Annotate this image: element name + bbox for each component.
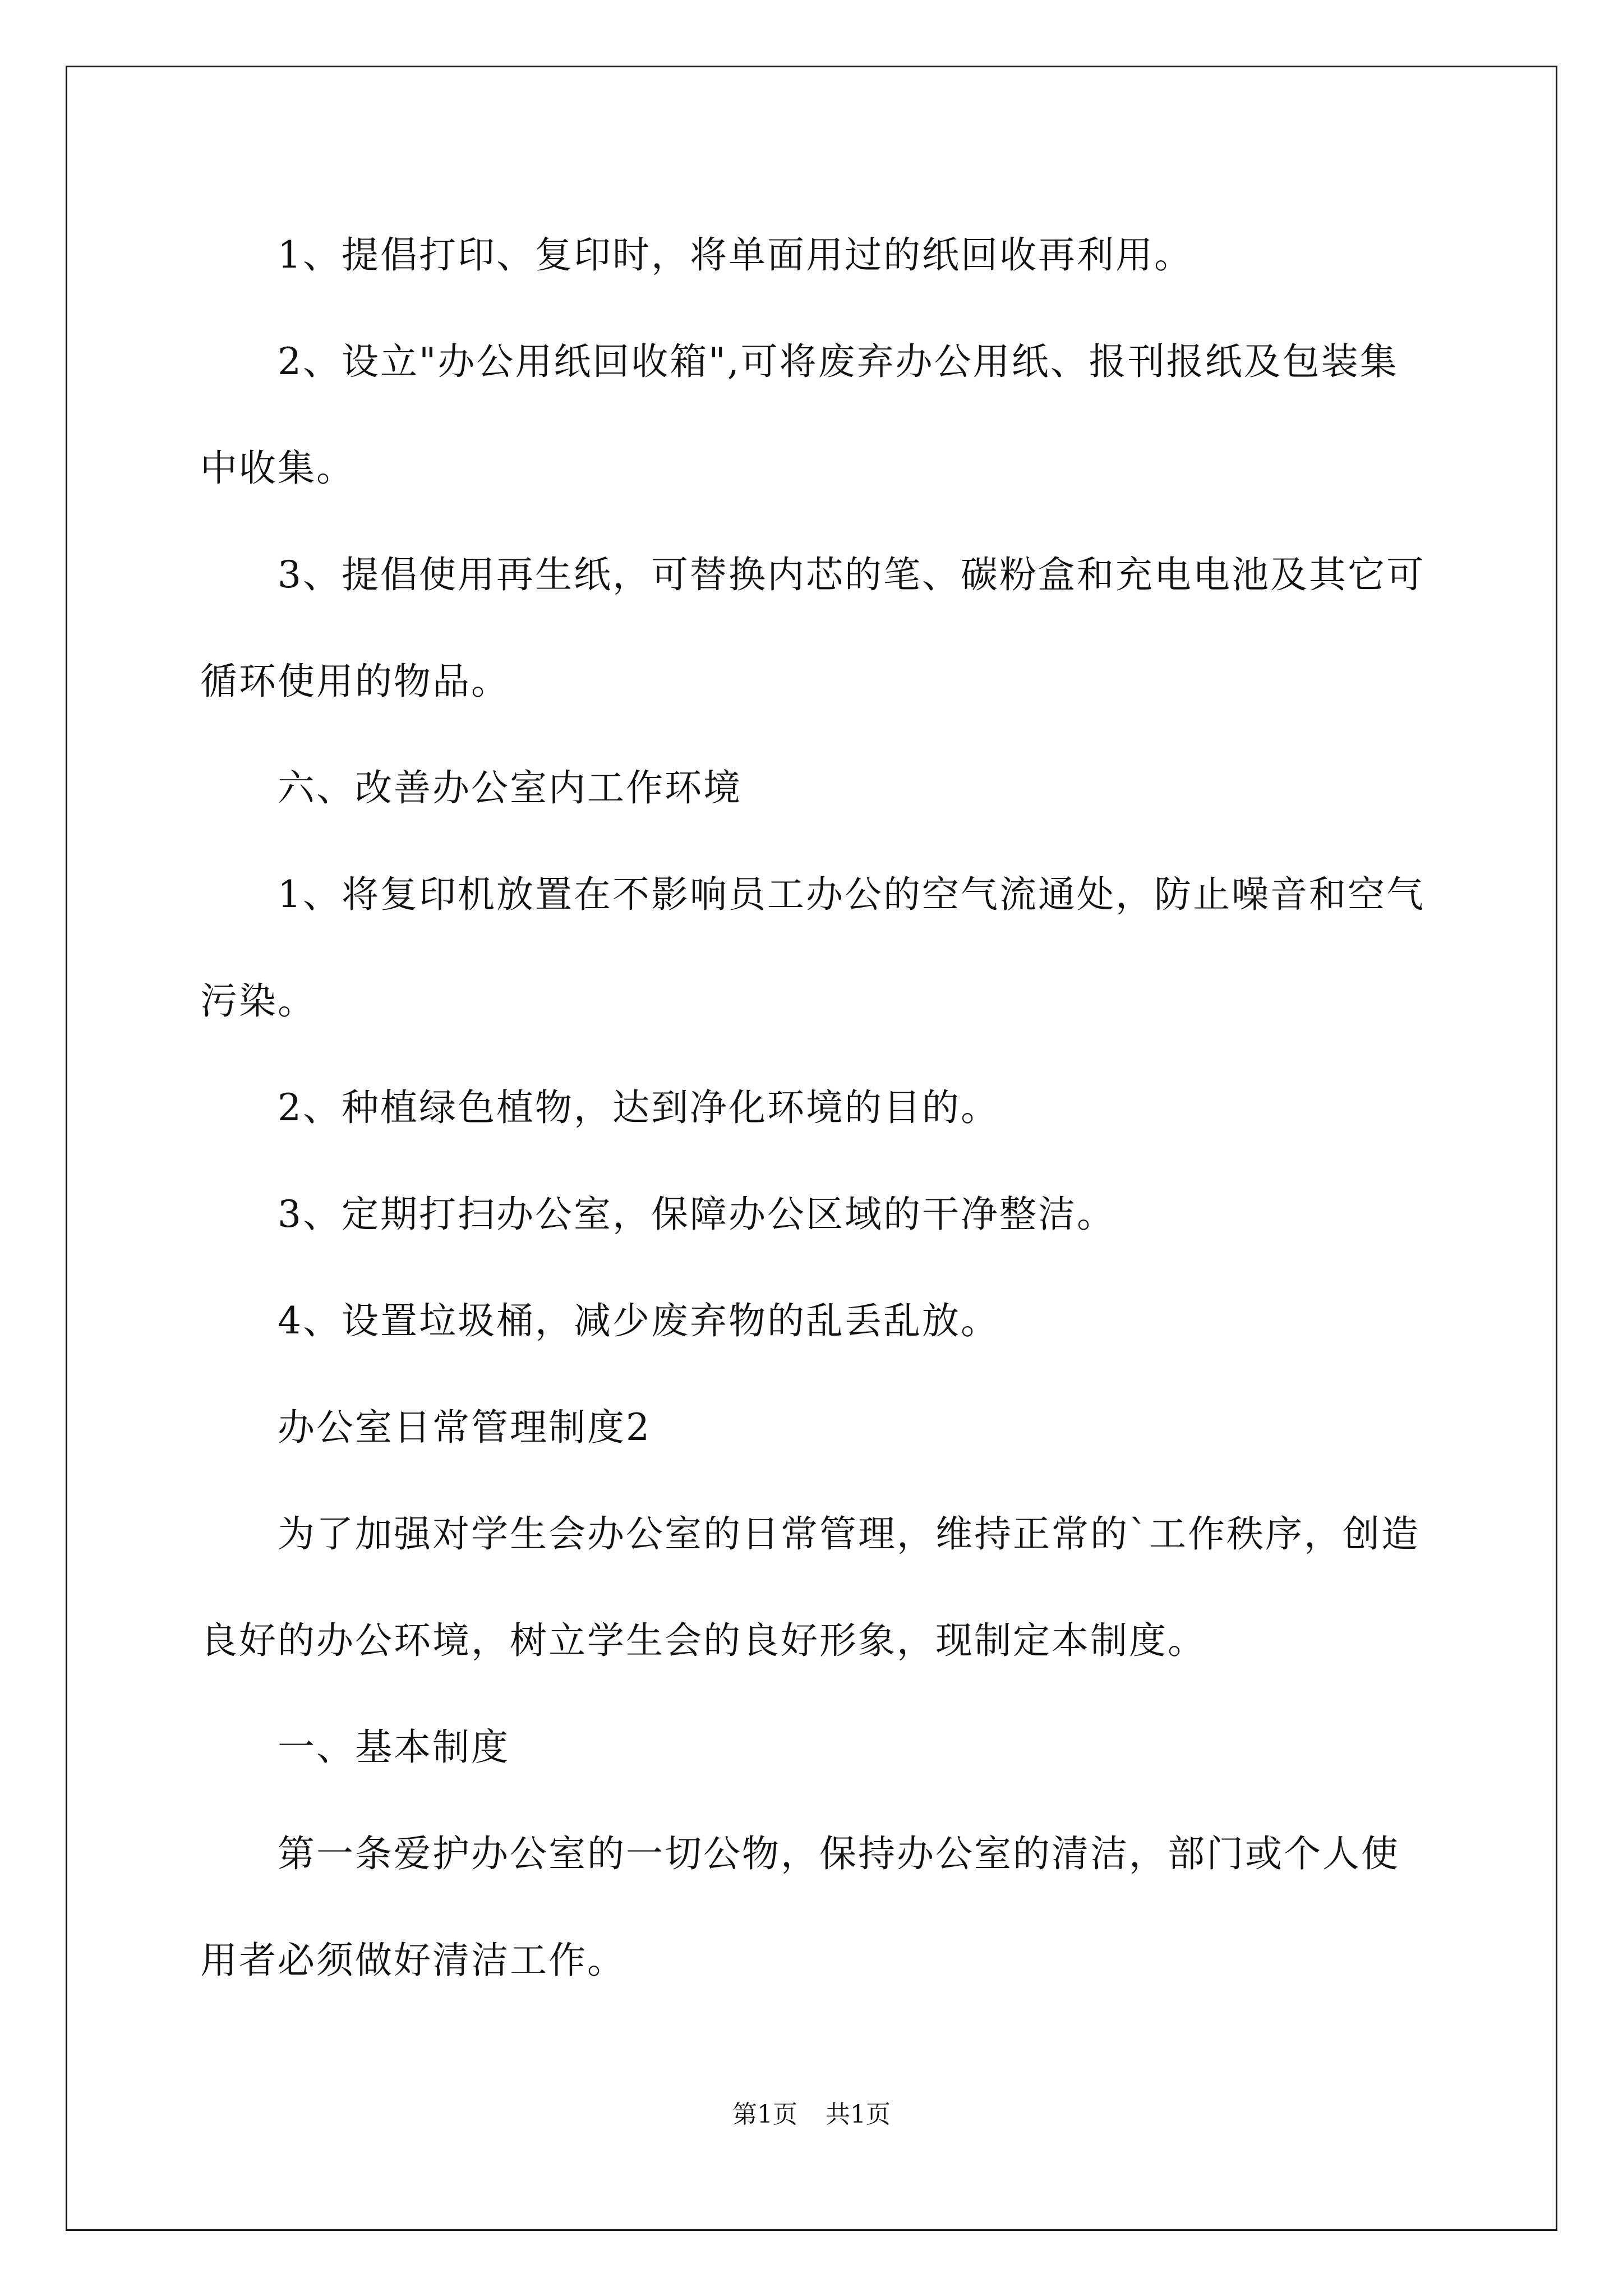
paragraph: 2、种植绿色植物，达到净化环境的目的。 bbox=[278, 1086, 999, 1129]
section-heading: 一、基本制度 bbox=[278, 1726, 510, 1769]
page-number-total: 共1页 bbox=[826, 2100, 891, 2129]
paragraph: 3、定期打扫办公室，保障办公区域的干净整洁。 bbox=[278, 1193, 1115, 1236]
document-body bbox=[200, 202, 1428, 2014]
paragraph: 2、设立"办公用纸回收箱",可将废弃办公用纸、报刊报纸及包装集中收集。 bbox=[200, 340, 1399, 490]
paragraph: 3、提倡使用再生纸，可替换内芯的笔、碳粉盒和充电电池及其它可循环使用的物品。 bbox=[200, 553, 1425, 703]
document-subtitle: 办公室日常管理制度2 bbox=[278, 1406, 651, 1449]
page-number-current: 第1页 bbox=[732, 2100, 797, 2129]
paragraph: 1、提倡打印、复印时，将单面用过的纸回收再利用。 bbox=[278, 233, 1193, 277]
paragraph: 4、设置垃圾桶，减少废弃物的乱丢乱放。 bbox=[278, 1299, 999, 1342]
paragraph: 第一条爱护办公室的一切公物，保持办公室的清洁，部门或个人使用者必须做好清洁工作。 bbox=[200, 1832, 1400, 1982]
paragraph: 为了加强对学生会办公室的日常管理，维持正常的`工作秩序，创造良好的办公环境，树立学生会的良好形象，现制定本制度。 bbox=[200, 1512, 1420, 1662]
paragraph: 1、将复印机放置在不影响员工办公的空气流通处，防止噪音和空气污染。 bbox=[200, 873, 1425, 1023]
section-heading: 六、改善办公室内工作环境 bbox=[278, 766, 742, 809]
page-footer bbox=[0, 2094, 1623, 2130]
